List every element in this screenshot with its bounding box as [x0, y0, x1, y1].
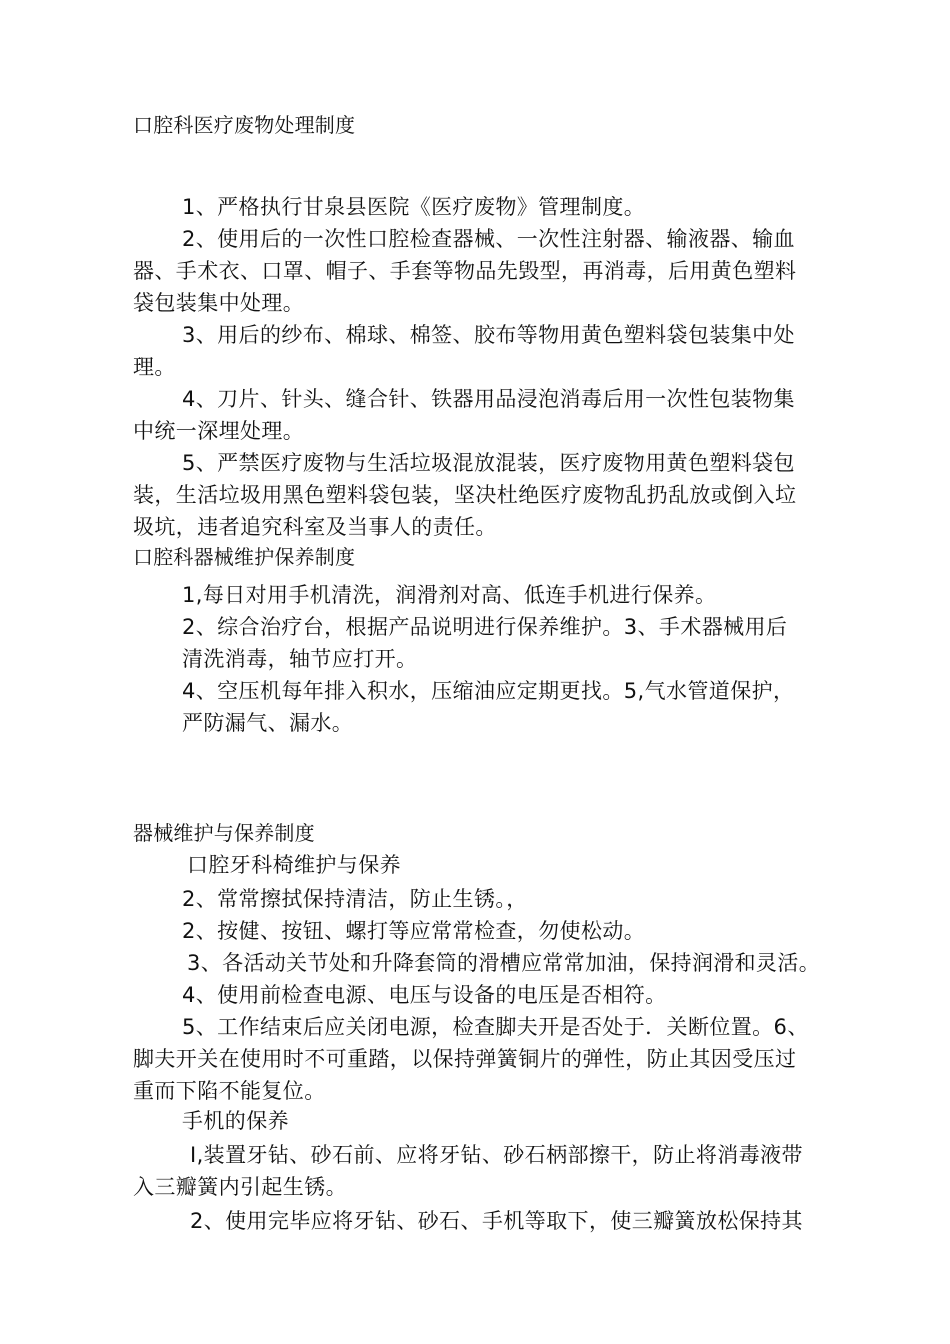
- paragraph-line: 2、常常擦拭保持清洁，防止生锈。，: [182, 887, 528, 911]
- paragraph-line: 1、严格执行甘泉县医院《医疗废物》管理制度。: [182, 195, 646, 219]
- paragraph-line: 3、用后的纱布、棉球、棉签、胶布等物用黄色塑料袋包装集中处: [182, 323, 795, 347]
- paragraph-line: 理。: [133, 355, 176, 379]
- paragraph-line: 2、综合治疗台，根据产品说明进行保养维护。3、手术器械用后: [182, 615, 788, 639]
- paragraph-line: 脚夫开关在使用时不可重踏，以保持弹簧铜片的弹性，防止其因受压过: [133, 1047, 797, 1071]
- paragraph-line: 严防漏气、漏水。: [182, 711, 354, 735]
- paragraph-line: 袋包装集中处理。: [133, 291, 305, 315]
- paragraph-line: 3、各活动关节处和升降套筒的滑槽应常常加油，保持润滑和灵活。: [187, 951, 821, 975]
- paragraph-line: 中统一深埋处理。: [133, 419, 305, 443]
- paragraph-line: 清洗消毒，轴节应打开。: [182, 647, 418, 671]
- paragraph-line: 圾坑，违者追究科室及当事人的责任。: [133, 515, 497, 539]
- section-title-waste: 口腔科医疗废物处理制度: [133, 113, 356, 137]
- paragraph-line: 5、工作结束后应关闭电源，检查脚夫开是否处于．关断位置。6、: [182, 1015, 809, 1039]
- paragraph-line: 2、按健、按钮、螺打等应常常检查，勿使松动。: [182, 919, 646, 943]
- paragraph-line: 入三瓣簧内引起生锈。: [133, 1175, 347, 1199]
- subsection-title: 手机的保养: [182, 1109, 289, 1133]
- paragraph-line: 装，生活垃圾用黑色塑料袋包装，坚决杜绝医疗废物乱扔乱放或倒入垃: [133, 483, 797, 507]
- paragraph-line: 器、手术衣、口罩、帽子、手套等物品先毁型，再消毒，后用黄色塑料: [133, 259, 797, 283]
- paragraph-line: 4、使用前检查电源、电压与设备的电压是否相符。: [182, 983, 667, 1007]
- paragraph-line: 2、使用完毕应将牙钻、砂石、手机等取下，使三瓣簧放松保持其: [190, 1209, 803, 1233]
- paragraph-line: 4、刀片、针头、缝合针、铁器用品浸泡消毒后用一次性包装物集: [182, 387, 795, 411]
- paragraph-line: 2、使用后的一次性口腔检查器械、一次性注射器、输液器、输血: [182, 227, 795, 251]
- paragraph-line: 4、空压机每年排入积水，压缩油应定期更找。5,气水管道保护，: [182, 679, 795, 703]
- paragraph-line: 5、严禁医疗废物与生活垃圾混放混装，医疗废物用黄色塑料袋包: [182, 451, 795, 475]
- section-title-maintenance: 器械维护与保养制度: [133, 821, 315, 845]
- paragraph-line: I,装置牙钻、砂石前、应将牙钻、砂石柄部擦干，防止将消毒液带: [190, 1143, 803, 1167]
- section-title-equipment: 口腔科器械维护保养制度: [133, 545, 356, 569]
- paragraph-line: 重而下陷不能复位。: [133, 1079, 326, 1103]
- subsection-title: 口腔牙科椅维护与保养: [187, 853, 401, 877]
- paragraph-line: 1,每日对用手机清洗，润滑剂对高、低连手机进行保养。: [182, 583, 717, 607]
